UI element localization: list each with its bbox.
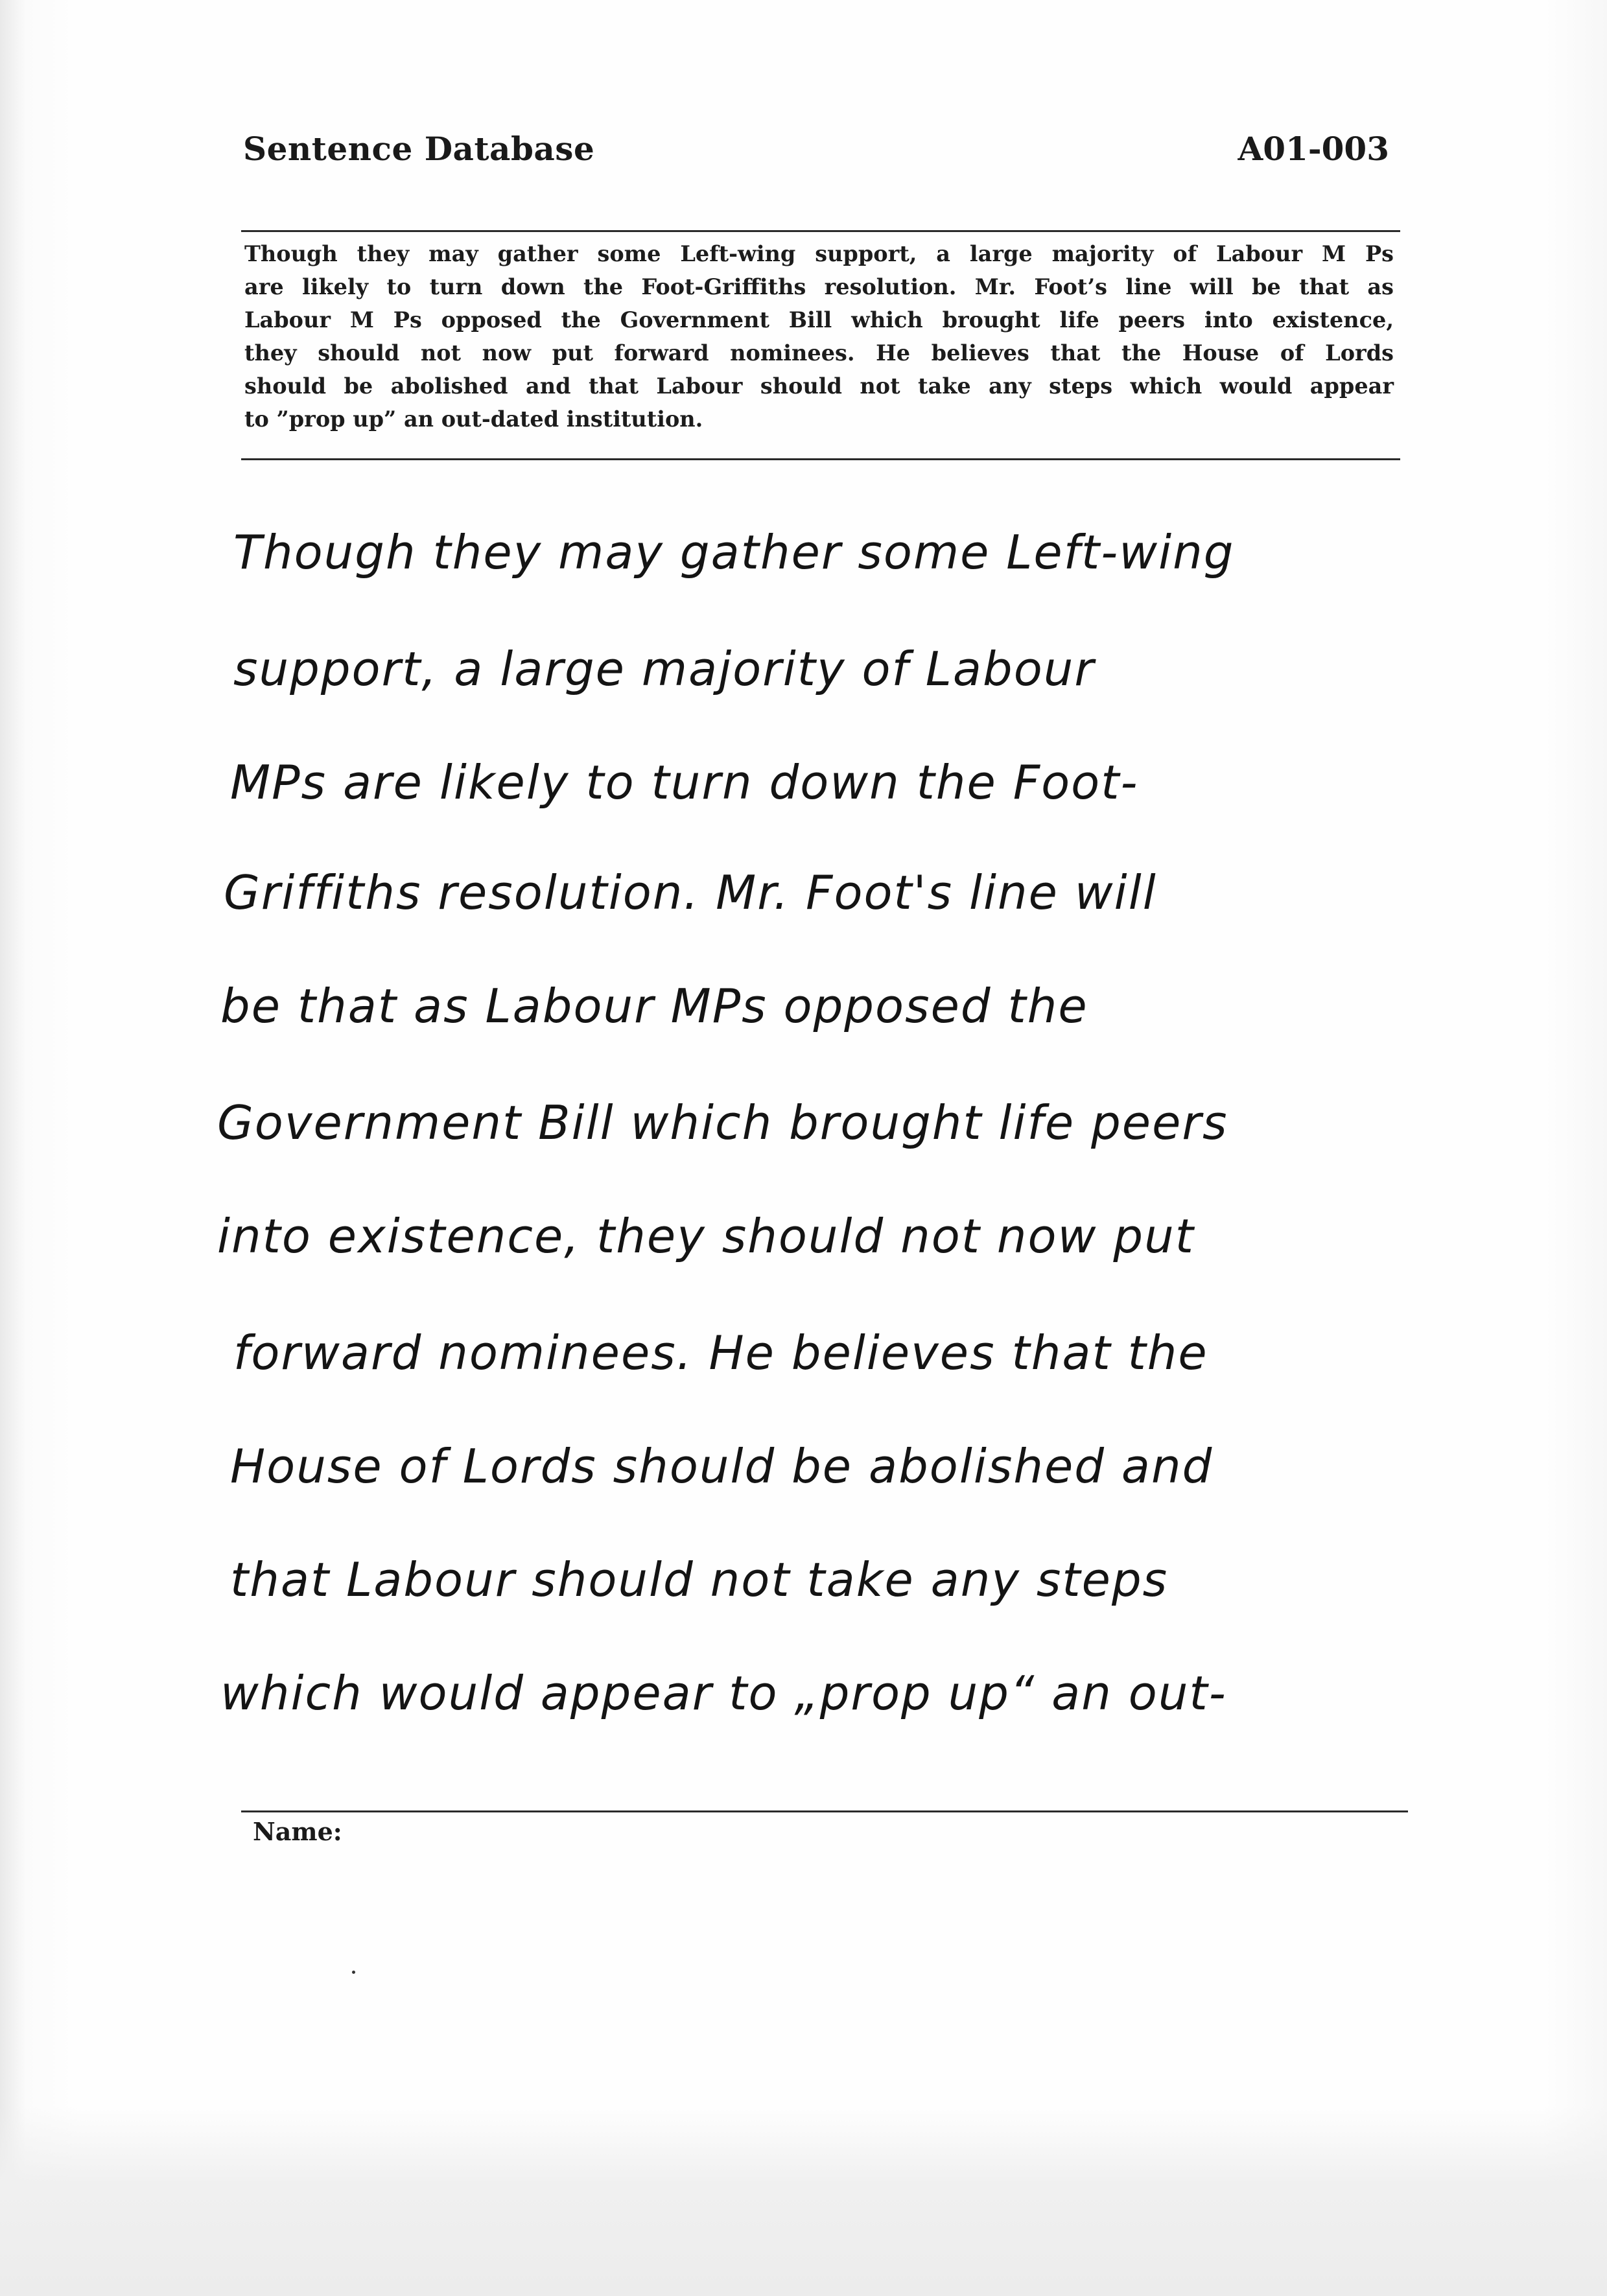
handwritten-line: that Labour should not take any steps <box>230 1552 1169 1607</box>
handwritten-line: support, a large majority of Labour <box>233 642 1095 696</box>
name-rule <box>241 1810 1408 1812</box>
scan-speck <box>352 1971 355 1974</box>
printed-line: Labour M Ps opposed the Government Bill which brought life peers into existence, <box>244 307 1394 333</box>
handwritten-line: Though they may gather some Left-wing <box>233 525 1235 580</box>
form-id: A01-003 <box>1238 130 1389 168</box>
handwritten-line: Griffiths resolution. Mr. Foot's line will <box>224 865 1157 920</box>
handwritten-line: which would appear to „prop up“ an out- <box>220 1666 1227 1720</box>
handwritten-line: forward nominees. He believes that the <box>233 1326 1208 1380</box>
printed-line: to ”prop up” an out-dated institution. <box>244 406 703 432</box>
form-title: Sentence Database <box>243 130 595 168</box>
handwritten-line: into existence, they should not now put <box>217 1209 1195 1263</box>
printed-line: they should not now put forward nominees. He believes that the House of Lords <box>244 340 1394 366</box>
handwritten-line: Government Bill which brought life peers <box>217 1095 1228 1150</box>
handwritten-line: be that as Labour MPs opposed the <box>220 979 1088 1033</box>
handwritten-line: House of Lords should be abolished and <box>230 1439 1214 1494</box>
printed-line: are likely to turn down the Foot-Griffiths resolution. Mr. Foot’s line will be that as <box>244 274 1394 299</box>
name-label: Name: <box>253 1817 342 1846</box>
printed-line: should be abolished and that Labour should not take any steps which would appear <box>244 373 1394 399</box>
printed-line: Though they may gather some Left-wing support, a large majority of Labour M Ps <box>244 241 1394 266</box>
handwritten-line: MPs are likely to turn down the Foot- <box>230 755 1139 810</box>
